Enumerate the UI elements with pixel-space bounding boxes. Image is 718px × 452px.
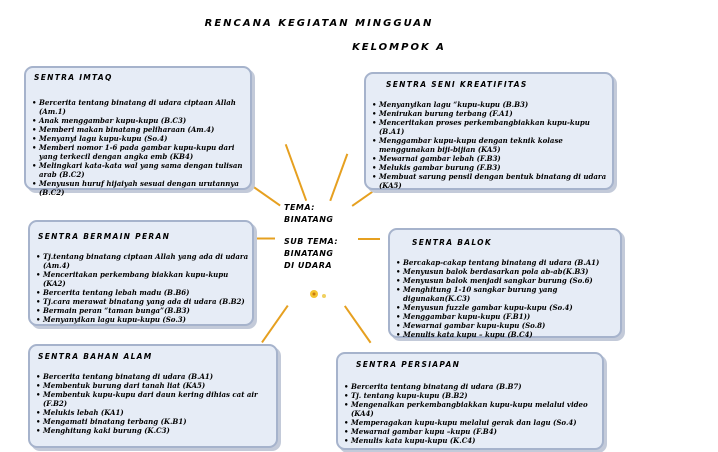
list-item: • Mewarnai gambar kupu-kupu (So.8) — [396, 321, 622, 330]
sun-ray — [358, 238, 380, 240]
sun-ray — [329, 154, 348, 201]
sun-ray — [285, 144, 307, 201]
list-item: • Menghitung 1-10 sangkar burung yang digunakan(K.C3) — [396, 285, 622, 303]
sentra-seni-box — [364, 72, 614, 190]
list-item: • Tj.tentang binatang ciptaan Allah yang ada di udara (Am.4) — [36, 252, 252, 270]
list-item: • Menyanyikan lagu “kupu-kupu (B.B3) — [372, 100, 612, 109]
list-item: • Tj.cara merawat binatang yang ada di udara (B.B2) — [36, 297, 252, 306]
list-item: • Mengamati binatang terbang (K.B1) — [36, 417, 276, 426]
sentra-imtaq-box — [24, 66, 252, 197]
list-item: • Menyusun huruf hijaiyah sesuai dengan urutannya (B.C2) — [32, 179, 250, 197]
tema-label: TEMA: — [284, 203, 315, 212]
list-item: • Menggambar kupu-kupu dengan teknik kolase menggunakan biji-bijian (KA5) — [372, 136, 612, 154]
sentra-alam-list — [36, 372, 276, 435]
sentra-persiapan-box — [336, 352, 604, 450]
list-item: • Memberi makan binatang peliharaan (Am.4) — [32, 125, 250, 134]
sentra-balok-box — [388, 228, 622, 338]
list-item: • Bercerita tentang binatang di udara (B.B7) — [344, 382, 602, 391]
list-item: • Mewarnai gambar lebah (F.B3) — [372, 154, 612, 163]
page-title: RENCANA KEGIATAN MINGGUAN — [204, 18, 434, 29]
sentra-imtaq-list — [32, 98, 250, 197]
sun-ray — [262, 305, 289, 343]
list-item: • Memperagakan kupu-kupu melalui gerak dan lagu (So.4) — [344, 418, 602, 427]
subtema-value-1: BINATANG — [284, 249, 334, 258]
subtema-label: SUB TEMA: — [284, 237, 339, 246]
list-item: • Mewarnai gambar kupu –kupu (F.B4) — [344, 427, 602, 436]
sun-ray — [344, 305, 371, 343]
list-item: • Menceritakan proses perkembangbiakkan kupu-kupu (B.A1) — [372, 118, 612, 136]
sentra-balok-list — [396, 258, 622, 339]
list-item: • Melingkari kata-kata wal yang sama dengan tulisan arab (B.C2) — [32, 161, 250, 179]
list-item: • Bermain peran “taman bunga”(B.B3) — [36, 306, 252, 315]
theme-center — [284, 202, 354, 272]
list-item: • Menyanyikan lagu kupu-kupu (So.3) — [36, 315, 252, 324]
list-item: • Membentuk kupu-kupu dari daun kering dihias cat air (F.B2) — [36, 390, 276, 408]
list-item: • Menyusun balok menjadi sangkar burung (So.6) — [396, 276, 622, 285]
list-item: • Melukis lebah (KA1) — [36, 408, 276, 417]
list-item: • Bercerita tentang binatang di udara ciptaan Allah (Am.1) — [32, 98, 250, 116]
sun-ray — [247, 182, 281, 206]
list-item: • Melukis gambar burung (F.B3) — [372, 163, 612, 172]
tema-value: BINATANG — [284, 215, 334, 224]
sentra-alam-box — [28, 344, 278, 448]
list-item: • Memberi nomor 1-6 pada gambar kupu-kupu dari yang terkecil dengan angka emb (KB4) — [32, 143, 250, 161]
list-item: • Mengenalkan perkembangbiakkan kupu-kupu melalui video (KA4) — [344, 400, 602, 418]
list-item: • Menghitung kaki burung (K.C3) — [36, 426, 276, 435]
list-item: • Bercerita tentang binatang di udara (B.A1) — [36, 372, 276, 381]
list-item: • Bercerita tentang lebah madu (B.B6) — [36, 288, 252, 297]
sentra-seni-list — [372, 100, 612, 190]
sentra-peran-box — [28, 220, 254, 326]
list-item: • Membuat sarung pensil dengan bentuk binatang di udara (KA5) — [372, 172, 612, 190]
list-item: • Menyusun balok berdasarkan pola ab-ab(K.B3) — [396, 267, 622, 276]
list-item: • Menceritakan perkembang biakkan kupu-kupu (KA2) — [36, 270, 252, 288]
sentra-alam-heading: SENTRA BAHAN ALAM — [38, 352, 153, 361]
sun-ray — [255, 238, 275, 240]
sentra-peran-heading: SENTRA BERMAIN PERAN — [38, 232, 171, 241]
sentra-persiapan-heading: SENTRA PERSIAPAN — [356, 360, 461, 369]
list-item: • Membentuk burung dari tanah liat (KA5) — [36, 381, 276, 390]
list-item: • Tj. tentang kupu-kupu (B.B2) — [344, 391, 602, 400]
sentra-imtaq-heading: SENTRA IMTAQ — [34, 73, 113, 82]
sentra-peran-list — [36, 252, 252, 324]
page-subtitle: KELOMPOK A — [352, 42, 446, 53]
sentra-balok-heading: SENTRA BALOK — [412, 238, 492, 247]
flower-icon — [308, 286, 330, 300]
list-item: • Menirukan burung terbang (F.A1) — [372, 109, 612, 118]
list-item: • Menyanyi lagu kupu-kupu (So.4) — [32, 134, 250, 143]
sentra-seni-heading: SENTRA SENI KREATIFITAS — [386, 80, 528, 89]
sentra-persiapan-list — [344, 382, 602, 445]
list-item: • Menulis kata kupu – kupu (B.C4) — [396, 330, 622, 339]
list-item: • Bercakap-cakap tentang binatang di udara (B.A1) — [396, 258, 622, 267]
list-item: • Menulis kata kupu-kupu (K.C4) — [344, 436, 602, 445]
list-item: • Anak menggambar kupu-kupu (B.C3) — [32, 116, 250, 125]
list-item: • Menggambar kupu-kupu (F.B1)) — [396, 312, 622, 321]
subtema-value-2: DI UDARA — [284, 261, 333, 270]
list-item: • Menyusun fuzzle gambar kupu-kupu (So.4) — [396, 303, 622, 312]
